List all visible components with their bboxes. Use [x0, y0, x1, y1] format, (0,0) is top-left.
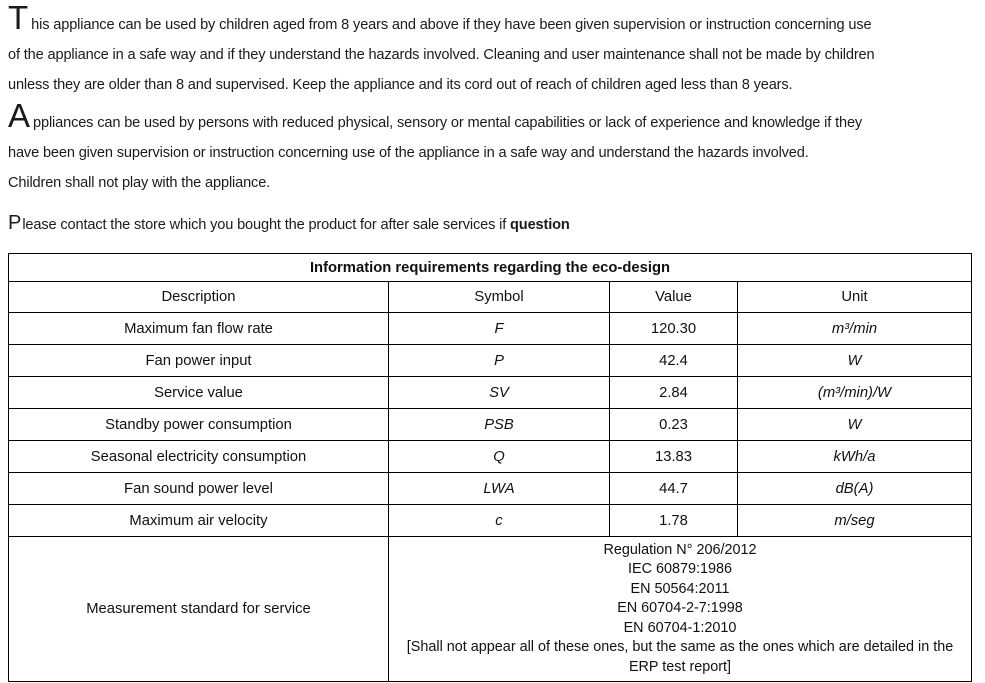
cell-description: Standby power consumption [9, 409, 389, 441]
safety-paragraph-capabilities [8, 97, 973, 198]
cell-unit: kWh/a [738, 441, 972, 473]
header-unit: Unit [738, 282, 972, 313]
paragraph-line [8, 0, 973, 40]
cell-value: 120.30 [610, 313, 738, 345]
cell-description: Maximum air velocity [9, 505, 389, 537]
table-title: Information requirements regarding the eco-design [9, 254, 972, 282]
cell-value: 2.84 [610, 377, 738, 409]
cell-unit: dB(A) [738, 473, 972, 505]
cell-description: Fan power input [9, 345, 389, 377]
cell-description: Seasonal electricity consumption [9, 441, 389, 473]
cell-description: Fan sound power level [9, 473, 389, 505]
safety-paragraph-children [8, 0, 973, 100]
header-value: Value [610, 282, 738, 313]
emphasized-word: question [510, 217, 570, 233]
contact-store-paragraph [8, 210, 973, 240]
cell-description: Service value [9, 377, 389, 409]
cell-symbol: P [389, 345, 610, 377]
standard-line: Regulation N° 206/2012 [603, 541, 757, 558]
cell-symbol: Q [389, 441, 610, 473]
cell-unit: W [738, 409, 972, 441]
cell-value: 42.4 [610, 345, 738, 377]
paragraph-text: ppliances can be used by persons with reduced physical, sensory or mental capabilities or lack of experience and knowledge if they [33, 115, 863, 131]
paragraph-line: of the appliance in a safe way and if they understand the hazards involved. Cleaning and user maintenance shall not be made by children [8, 47, 875, 63]
cell-symbol: c [389, 505, 610, 537]
measurement-standard-row [9, 537, 972, 682]
cell-unit: m/seg [738, 505, 972, 537]
lead-letter: T [8, 0, 29, 36]
paragraph-line: unless they are older than 8 and supervised. Keep the appliance and its cord out of reach of children aged less than 8 years. [8, 77, 793, 93]
cell-unit: (m³/min)/W [738, 377, 972, 409]
cell-symbol: LWA [389, 473, 610, 505]
paragraph-text: lease contact the store which you bought the product for after sale services if [22, 217, 511, 233]
cell-symbol: SV [389, 377, 610, 409]
standard-line: IEC 60879:1986 [627, 561, 733, 578]
cell-measurement-standards [389, 537, 972, 682]
cell-description: Maximum fan flow rate [9, 313, 389, 345]
table-header-row [9, 282, 972, 313]
cell-value: 44.7 [610, 473, 738, 505]
table-row [9, 377, 972, 409]
cell-value: 0.23 [610, 409, 738, 441]
paragraph-line [8, 97, 973, 138]
table-row [9, 441, 972, 473]
cell-value: 13.83 [610, 441, 738, 473]
standard-line: [Shall not appear all of these ones, but the same as the ones which are detailed in the ERP test report] [406, 639, 954, 675]
table-row [9, 505, 972, 537]
lead-letter: P [8, 212, 22, 234]
cell-symbol: PSB [389, 409, 610, 441]
table-title-row [9, 254, 972, 282]
cell-measurement-label: Measurement standard for service [9, 537, 389, 682]
cell-unit: W [738, 345, 972, 377]
standard-line: EN 60704-2-7:1998 [617, 600, 743, 617]
paragraph-line: Children shall not play with the appliance. [8, 175, 271, 191]
table-row [9, 473, 972, 505]
cell-symbol: F [389, 313, 610, 345]
paragraph-line: have been given supervision or instruction concerning use of the appliance in a safe way and understand the hazards involved. [8, 145, 809, 161]
header-symbol: Symbol [389, 282, 610, 313]
standard-line: EN 60704-1:2010 [623, 619, 737, 636]
table-row [9, 313, 972, 345]
lead-letter: A [8, 97, 31, 134]
cell-unit: m³/min [738, 313, 972, 345]
paragraph-line [8, 210, 973, 240]
eco-design-table [8, 253, 972, 682]
table-row [9, 345, 972, 377]
paragraph-text: his appliance can be used by children aged from 8 years and above if they have been given supervision or instruction concerning use [31, 17, 872, 33]
standard-line: EN 50564:2011 [630, 580, 730, 597]
header-description: Description [9, 282, 389, 313]
table-row [9, 409, 972, 441]
cell-value: 1.78 [610, 505, 738, 537]
